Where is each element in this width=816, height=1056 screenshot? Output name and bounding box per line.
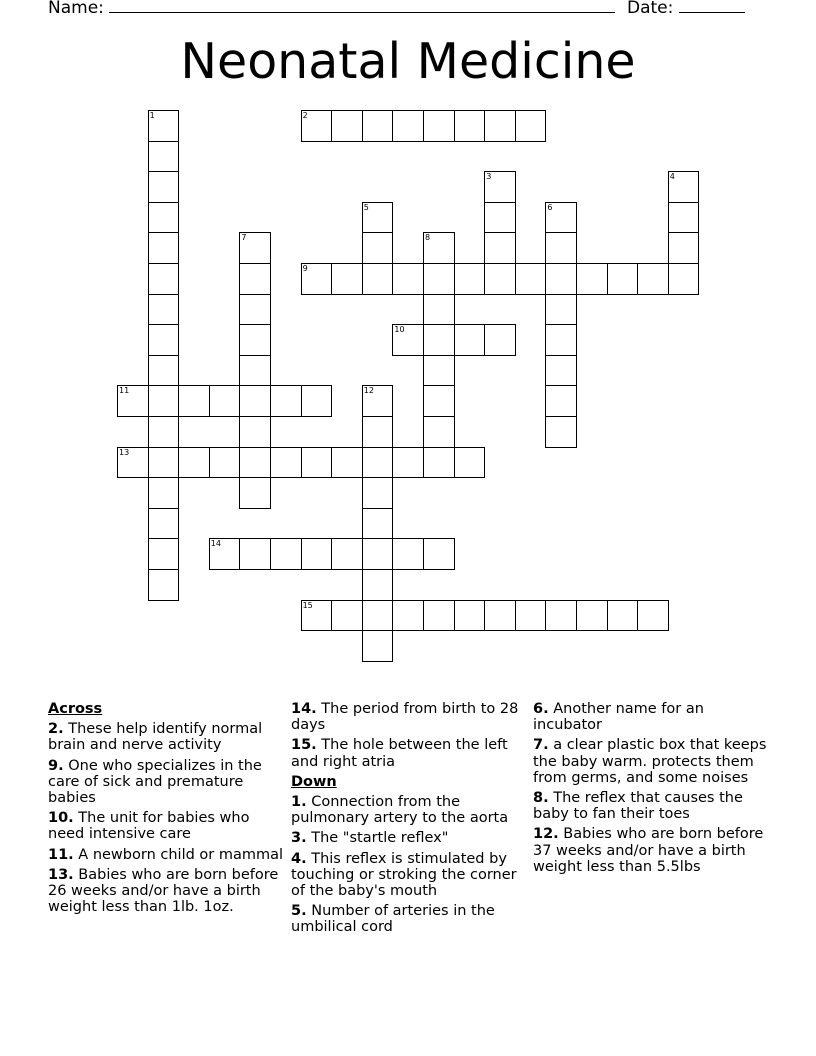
grid-cell[interactable]	[209, 447, 241, 479]
clue-number: 5	[363, 202, 369, 212]
clues-column-3	[533, 701, 769, 879]
grid-cell[interactable]	[484, 202, 516, 234]
down-heading: Down	[291, 773, 337, 790]
grid-cell[interactable]	[362, 416, 394, 448]
clue-number: 9	[302, 264, 308, 273]
grid-cell[interactable]	[392, 447, 424, 479]
grid-cell[interactable]	[392, 263, 424, 295]
grid-cell[interactable]	[515, 263, 547, 295]
grid-cell[interactable]	[239, 263, 271, 295]
grid-cell[interactable]	[423, 324, 455, 356]
grid-cell[interactable]	[331, 110, 363, 142]
grid-cell[interactable]	[117, 447, 149, 479]
clue-number: 14	[210, 539, 221, 549]
name-blank-line[interactable]	[109, 0, 615, 13]
grid-cell[interactable]	[148, 385, 180, 417]
grid-cell[interactable]	[239, 538, 271, 570]
grid-cell[interactable]	[515, 600, 547, 632]
grid-cell[interactable]	[117, 385, 149, 417]
grid-cell[interactable]	[239, 447, 271, 479]
grid-cell[interactable]	[148, 294, 180, 326]
grid-cell[interactable]	[239, 477, 271, 509]
clue-number: 12	[363, 386, 374, 396]
clue-across-11: 11. A newborn child or mammal	[48, 846, 284, 863]
grid-cell[interactable]	[148, 447, 180, 479]
grid-cell[interactable]	[148, 171, 180, 203]
grid-cell[interactable]	[148, 355, 180, 387]
clue-across-15: 15. The hole between the left and right atria	[291, 737, 508, 770]
clue-down-7: 7. a clear plastic box that keeps the baby warm. protects them from germs, and some noises	[533, 737, 767, 786]
grid-cell[interactable]	[148, 202, 180, 234]
grid-cell[interactable]	[668, 171, 700, 203]
grid-cell[interactable]	[331, 263, 363, 295]
grid-cell[interactable]	[270, 447, 302, 479]
grid-cell[interactable]	[423, 294, 455, 326]
clue-across-2: 2. These help identify normal brain and nerve activity	[48, 721, 263, 754]
grid-cell[interactable]	[362, 538, 394, 570]
grid-cell[interactable]	[148, 477, 180, 509]
clue-across-14: 14. The period from birth to 28 days	[291, 701, 519, 734]
grid-cell[interactable]	[515, 110, 547, 142]
grid-cell[interactable]	[545, 232, 577, 264]
grid-cell[interactable]	[637, 600, 669, 632]
clues-column-1	[48, 701, 284, 919]
grid-cell[interactable]	[545, 416, 577, 448]
grid-cell[interactable]	[301, 447, 333, 479]
name-field	[48, 0, 615, 19]
clue-down-12: 12. Babies who are born before 37 weeks and/or have a birth weight less than 5.5lbs	[533, 826, 764, 875]
grid-cell[interactable]	[607, 263, 639, 295]
clue-down-5: 5. Number of arteries in the umbilical cord	[291, 903, 495, 936]
grid-cell[interactable]	[545, 600, 577, 632]
clue-down-6: 6. Another name for an incubator	[533, 701, 704, 734]
grid-cell[interactable]	[148, 508, 180, 540]
grid-cell[interactable]	[484, 171, 516, 203]
grid-cell[interactable]	[545, 385, 577, 417]
grid-cell[interactable]	[607, 600, 639, 632]
grid-cell[interactable]	[362, 263, 394, 295]
clue-number: 13	[119, 447, 130, 457]
grid-cell[interactable]	[545, 202, 577, 234]
grid-cell[interactable]	[148, 110, 180, 142]
grid-cell[interactable]	[362, 569, 394, 601]
clue-down-4: 4. This reflex is stimulated by touching or stroking the corner of the baby's mouth	[291, 850, 517, 900]
grid-cell[interactable]	[668, 202, 700, 234]
grid-cell[interactable]	[423, 538, 455, 570]
across-heading: Across	[48, 701, 103, 717]
grid-cell[interactable]	[362, 477, 394, 509]
clue-across-10: 10. The unit for babies who need intensive care	[48, 810, 250, 843]
clue-down-3: 3. The "startle reflex"	[291, 830, 449, 847]
grid-cell[interactable]	[209, 385, 241, 417]
grid-cell[interactable]	[239, 232, 271, 264]
clue-number: 15	[302, 600, 313, 610]
grid-cell[interactable]	[148, 232, 180, 264]
grid-cell[interactable]	[576, 263, 608, 295]
grid-cell[interactable]	[576, 600, 608, 632]
date-field	[627, 0, 745, 19]
grid-cell[interactable]	[454, 600, 486, 632]
grid-cell[interactable]	[392, 538, 424, 570]
grid-cell[interactable]	[392, 600, 424, 632]
grid-cell[interactable]	[362, 232, 394, 264]
grid-cell[interactable]	[301, 263, 333, 295]
grid-cell[interactable]	[301, 538, 333, 570]
grid-cell[interactable]	[239, 416, 271, 448]
grid-cell[interactable]	[301, 600, 333, 632]
grid-cell[interactable]	[423, 355, 455, 387]
grid-cell[interactable]	[148, 569, 180, 601]
clue-across-9: 9. One who specializes in the care of sick and premature babies	[48, 757, 262, 807]
grid-cell[interactable]	[545, 355, 577, 387]
clue-number: 2	[302, 111, 308, 120]
grid-cell[interactable]	[178, 447, 210, 479]
grid-cell[interactable]	[423, 110, 455, 142]
grid-cell[interactable]	[484, 263, 516, 295]
page-title: Neonatal Medicine	[180, 33, 636, 90]
clue-down-1: 1. Connection from the pulmonary artery to the aorta	[291, 794, 509, 827]
grid-cell[interactable]	[148, 141, 180, 173]
grid-cell[interactable]	[148, 263, 180, 295]
date-blank-line[interactable]	[679, 0, 745, 13]
grid-cell[interactable]	[301, 385, 333, 417]
name-label: Name:	[48, 0, 104, 18]
grid-cell[interactable]	[454, 110, 486, 142]
grid-cell[interactable]	[362, 447, 394, 479]
grid-cell[interactable]	[148, 416, 180, 448]
grid-cell[interactable]	[331, 538, 363, 570]
grid-cell[interactable]	[423, 600, 455, 632]
clue-number: 11	[119, 386, 130, 396]
grid-cell[interactable]	[423, 447, 455, 479]
clue-across-13: 13. Babies who are born before 26 weeks and/or have a birth weight less than 1lb. 1oz.	[48, 866, 279, 916]
grid-cell[interactable]	[362, 385, 394, 417]
grid-cell[interactable]	[362, 508, 394, 540]
grid-cell[interactable]	[239, 324, 271, 356]
clue-number: 3	[486, 172, 492, 182]
clue-number: 6	[547, 202, 553, 212]
clue-number: 7	[241, 233, 247, 243]
clue-number: 10	[394, 325, 405, 335]
grid-cell[interactable]	[545, 263, 577, 295]
grid-cell[interactable]	[423, 232, 455, 264]
grid-cell[interactable]	[454, 447, 486, 479]
grid-cell[interactable]	[362, 630, 394, 662]
grid-cell[interactable]	[668, 232, 700, 264]
grid-cell[interactable]	[484, 324, 516, 356]
grid-cell[interactable]	[362, 600, 394, 632]
grid-cell[interactable]	[331, 447, 363, 479]
grid-cell[interactable]	[270, 385, 302, 417]
clue-number: 4	[669, 172, 675, 182]
grid-cell[interactable]	[148, 324, 180, 356]
clues-column-2	[291, 701, 527, 940]
grid-cell[interactable]	[545, 324, 577, 356]
clue-number: 8	[425, 233, 431, 243]
grid-cell[interactable]	[668, 263, 700, 295]
date-label: Date:	[627, 0, 674, 18]
grid-cell[interactable]	[484, 600, 516, 632]
grid-cell[interactable]	[392, 110, 424, 142]
grid-cell[interactable]	[423, 385, 455, 417]
grid-cell[interactable]	[239, 355, 271, 387]
grid-cell[interactable]	[209, 538, 241, 570]
grid-cell[interactable]	[454, 324, 486, 356]
grid-cell[interactable]	[362, 202, 394, 234]
clue-down-8: 8. The reflex that causes the baby to fan their toes	[533, 790, 743, 823]
grid-cell[interactable]	[423, 263, 455, 295]
grid-cell[interactable]	[148, 538, 180, 570]
grid-cell[interactable]	[454, 263, 486, 295]
grid-cell[interactable]	[239, 385, 271, 417]
grid-cell[interactable]	[484, 110, 516, 142]
grid-cell[interactable]	[301, 110, 333, 142]
grid-cell[interactable]	[362, 110, 394, 142]
grid-cell[interactable]	[239, 294, 271, 326]
grid-cell[interactable]	[331, 600, 363, 632]
grid-cell[interactable]	[392, 324, 424, 356]
grid-cell[interactable]	[423, 416, 455, 448]
grid-cell[interactable]	[178, 385, 210, 417]
grid-cell[interactable]	[270, 538, 302, 570]
clue-number: 1	[149, 111, 155, 120]
grid-cell[interactable]	[545, 294, 577, 326]
grid-cell[interactable]	[484, 232, 516, 264]
grid-cell[interactable]	[637, 263, 669, 295]
